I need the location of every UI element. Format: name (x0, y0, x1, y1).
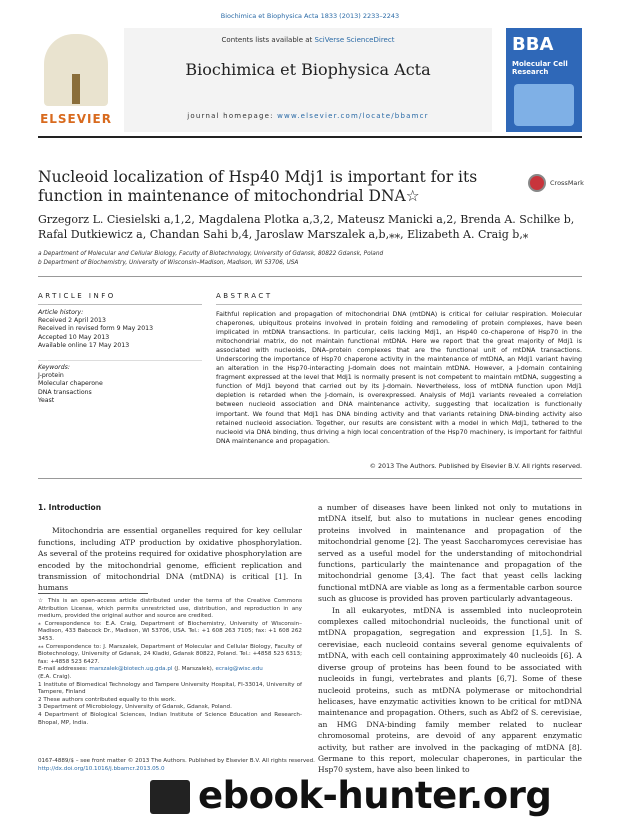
history-item: Received in revised form 9 May 2013 (38, 325, 154, 333)
journal-homepage (124, 112, 492, 120)
history-item: Available online 17 May 2013 (38, 341, 130, 349)
article-info-heading: ARTICLE INFO (38, 292, 116, 300)
footnote: 2 These authors contributed equally to this work. (38, 696, 177, 703)
article-history (38, 309, 202, 350)
history-item: Received 2 April 2013 (38, 317, 106, 325)
body-column-left (38, 502, 302, 594)
divider (38, 360, 202, 361)
email-owner: (J. Marszalek), (172, 666, 216, 673)
keyword: DNA transactions (38, 388, 92, 396)
affiliation-a: a Department of Molecular and Cellular Biology, Faculty of Biotechnology, University of Gdansk, 80822 Gdansk, Poland (38, 251, 384, 257)
keyword: Molecular chaperone (38, 380, 103, 388)
watermark-text: ebook-hunter.org (198, 774, 552, 817)
footnotes (38, 598, 302, 727)
cover-subtitle: Molecular Cell Research (512, 60, 568, 76)
author-list: Grzegorz L. Ciesielski a,1,2, Magdalena Plotka a,3,2, Mateusz Manicki a,2, Brenda A. Schilke b, Rafal Dutkiewicz a, Chandan Sahi b,4, Jaroslaw Marszalek a,b,⁎⁎, Elizabeth A. Craig b,⁎ (38, 213, 575, 241)
footnote-open-access: ☆ This is an open-access article distributed under the terms of the Creative Commons Attribution License, which permits unrestricted use, distribution, and reproduction in any medium, provided the original author and source are credited. (38, 598, 302, 620)
history-label: Article history: (38, 309, 84, 316)
watermark (150, 774, 620, 820)
article-title: Nucleoid localization of Hsp40 Mdj1 is important for its function in maintenance of mitochondrial DNA☆ (38, 168, 478, 205)
journal-reference[interactable]: Biochimica et Biophysica Acta 1833 (2013) 2233–2243 (220, 12, 400, 20)
journal-cover[interactable] (506, 28, 582, 132)
elsevier-wordmark: ELSEVIER (40, 112, 112, 126)
email-owner: (E.A. Craig). (38, 673, 72, 680)
email-label: E-mail addresses: (38, 666, 90, 673)
footnote-correspondence: ⁎⁎ Correspondence to: J. Marszalek, Department of Molecular and Cellular Biology, Faculty of Biotechnology, University of Gdansk, 24 Kladki, Gdansk 80822, Poland. Tel.: +4858 523 6313; fax: +4858 523 6427. (38, 643, 302, 665)
divider (38, 304, 202, 305)
contents-prefix: Contents lists available at (221, 36, 315, 44)
banner-rule (38, 136, 582, 138)
footnote-correspondence: ⁎ Correspondence to: E.A. Craig, Department of Biochemistry, University of Wisconsin–Madison, 433 Babcock Dr., Madison, WI 53706, USA. Tel.: +1 608 263 7105; fax: +1 608 262 3453. (38, 620, 302, 642)
abstract-copyright: © 2013 The Authors. Published by Elsevier B.V. All rights reserved. (369, 463, 582, 470)
elsevier-logo[interactable] (38, 28, 114, 132)
footnote-emails (38, 666, 302, 681)
journal-title: Biochimica et Biophysica Acta (185, 60, 431, 79)
affiliations (38, 250, 586, 268)
sciencedirect-link[interactable]: SciVerse ScienceDirect (314, 36, 395, 44)
intro-paragraph: In all eukaryotes, mtDNA is assembled into nucleoprotein complexes called mitochondrial nucleoids, the functional unit of mtDNA propagation, segregation and expression [1,5]. In S. cerevisiae, each nucleoid contains several genome equivalents of mtDNA, with each cell containing approximately 40 nucleoids [6]. A diverse group of proteins has been found to be associated with nucleoids in fungi, vertebrates and plants [6,7]. Some of these nucleoid proteins, such as mtDNA polymerase or mitochondrial helicases, have enzymatic activities known to be critical for mtDNA maintenance and propagation. Others, such as Abf2 of S. cerevisiae, an HMG DNA-binding family member related to nuclear chromosomal proteins, are devoid of any apparent enzymatic activity, but rather are involved in the packaging of mtDNA [8]. Germane to this report, molecular chaperones, in particular the Hsp70 system, have also been linked to (318, 605, 582, 775)
email-link[interactable]: ecraig@wisc.edu (215, 666, 263, 673)
elsevier-tree-icon (44, 34, 108, 106)
homepage-link[interactable]: www.elsevier.com/locate/bbamcr (277, 112, 429, 120)
intro-paragraph: a number of diseases have been linked not only to mutations in mtDNA itself, but also to mutations in nuclear genes encoding proteins involved in maintenance and propagation of the mitochondrial genome [2]. The yeast Saccharomyces cerevisiae has served as a useful model for the understanding of mitochondrial functions, particularly the maintenance and propagation of the mitochondrial genome [3,4]. The fact that yeast cells lacking functional mtDNA are viable as long as a fermentable carbon source such as glucose is provided has proven particularly advantageous. (318, 503, 582, 604)
issn-line: 0167-4889/$ – see front matter © 2013 The Authors. Published by Elsevier B.V. All rights reserved. (38, 758, 315, 764)
divider (38, 478, 582, 479)
homepage-prefix: journal homepage: (187, 112, 278, 120)
keywords (38, 364, 202, 405)
front-matter-meta (38, 758, 378, 773)
intro-paragraph: Mitochondria are essential organelles required for key cellular functions, including ATP production by oxidative phosphorylation. As several of the proteins required for oxidative phosphorylation are encoded by the mitochondrial genome, efficient replication and transmission of mitochondrial DNA (mtDNA) is critical [1]. In humans (38, 526, 302, 593)
footnote-rule (38, 593, 148, 594)
keyword: J-protein (38, 372, 64, 380)
banner-center (124, 28, 492, 132)
divider (216, 304, 582, 305)
abstract-heading: ABSTRACT (216, 292, 273, 300)
footnote: 4 Department of Biological Sciences, Indian Institute of Science Education and Research-Bhopal, MP, India. (38, 711, 302, 726)
email-link[interactable]: marszalek@biotech.ug.gda.pl (89, 666, 173, 673)
crossmark-icon (528, 174, 546, 192)
intro-heading: 1. Introduction (38, 503, 102, 512)
book-icon (150, 780, 190, 814)
journal-banner (38, 28, 582, 132)
cover-image (514, 84, 574, 126)
doi-link[interactable]: http://dx.doi.org/10.1016/j.bbamcr.2013.05.0 (38, 765, 165, 772)
cover-title: BBA (512, 34, 554, 55)
body-column-right (318, 502, 582, 776)
crossmark-badge[interactable] (528, 174, 588, 194)
contents-line (124, 36, 492, 44)
keywords-label: Keywords: (38, 364, 70, 371)
keyword: Yeast (38, 396, 55, 404)
divider (38, 276, 582, 277)
history-item: Accepted 10 May 2013 (38, 333, 110, 341)
abstract-text: Faithful replication and propagation of mitochondrial DNA (mtDNA) is critical for cellular respiration. Molecular chaperones, ubiquitous proteins involved in protein folding and remodeling of protein complexes, have been implicated in mtDNA transactions. In particular, cells lacking Mdj1, an Hsp40 co-chaperone of Hsp70 in the mitochondrial matrix, do not maintain functional mtDNA. Here we report that the great majority of Mdj1 is associated with nucleoids, DNA–protein complexes that are the functional unit of mtDNA transactions. Underscoring the importance of Hsp70 chaperone activity in the maintenance of mtDNA, an Mdj1 variant having an alteration in the Hsp70-interacting J-domain does not maintain mtDNA. However, a J-domain containing fragment expressed at the level that Mdj1 is normally present is not competent to maintain mtDNA, suggesting a function of Mdj1 beyond that carried out by its J-domain. Nevertheless, loss of mtDNA function upon Mdj1 depletion is retarded when the J-domain, is overexpressed. Analysis of Mdj1 variants revealed a correlation between nucleoid association and DNA maintenance activity, suggesting that localization is functionally important. We found that Mdj1 has DNA binding activity and that variants retaining DNA-binding activity also retained nucleoid association. Together, our results are consistent with a model in which Mdj1, tethered to the nucleoid via DNA binding, thus driving a high local concentration of the Hsp70 machinery, is important for faithful DNA maintenance and propagation. (216, 311, 582, 445)
footnote: 1 Institute of Biomedical Technology and Tampere University Hospital, FI-33014, University of Tampere, Finland (38, 681, 302, 696)
footnote: 3 Department of Microbiology, University of Gdansk, Gdansk, Poland. (38, 704, 232, 711)
crossmark-label: CrossMark (550, 179, 584, 187)
affiliation-b: b Department of Biochemistry, University of Wisconsin–Madison, Madison, WI 53706, USA (38, 260, 299, 266)
